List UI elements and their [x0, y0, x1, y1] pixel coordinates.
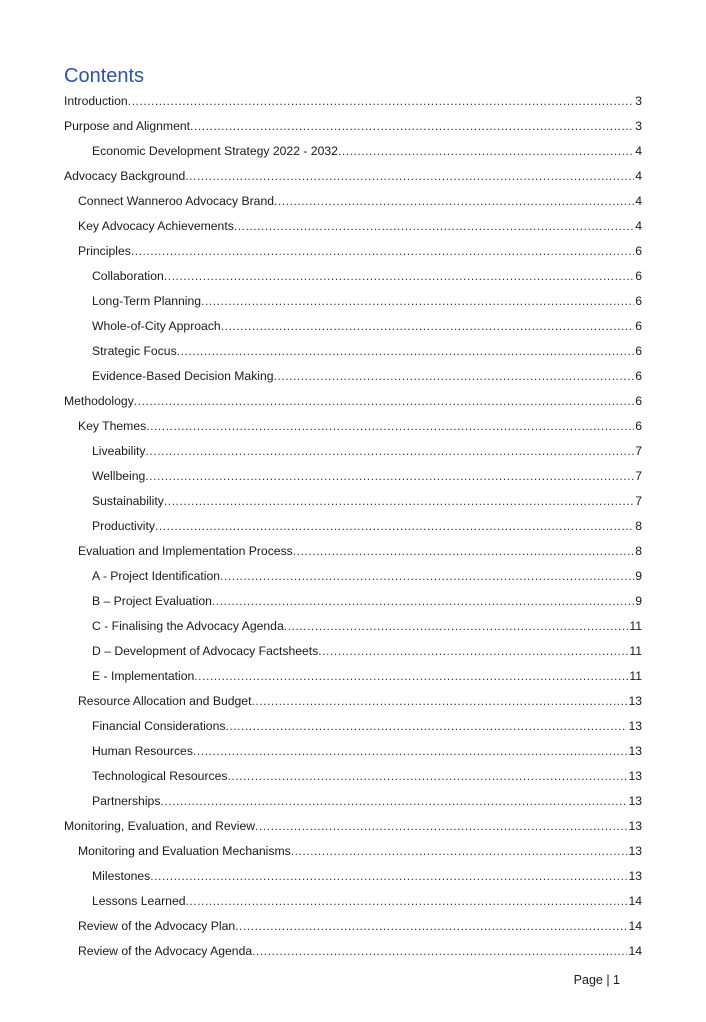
toc-entry-page-number: 13	[628, 744, 642, 758]
toc-entry[interactable]	[92, 137, 642, 162]
toc-dot-leader	[164, 493, 634, 512]
toc-entry-title: Review of the Advocacy Plan	[78, 919, 236, 933]
toc-entry-page-number: 13	[628, 769, 642, 783]
toc-dot-leader	[235, 918, 627, 937]
toc-dot-leader	[131, 243, 634, 262]
toc-dot-leader	[338, 143, 634, 162]
toc-entry-page-number: 3	[635, 119, 642, 133]
toc-entry[interactable]	[78, 537, 642, 562]
toc-entry-page-number: 9	[635, 594, 642, 608]
toc-entry[interactable]	[92, 262, 642, 287]
toc-entry[interactable]	[78, 912, 642, 937]
toc-entry-title: Milestones	[92, 869, 151, 883]
toc-entry-title: Monitoring, Evaluation, and Review	[64, 819, 256, 833]
toc-entry-page-number: 4	[635, 194, 642, 208]
toc-entry-title: Key Advocacy Achievements	[78, 219, 234, 233]
toc-entry-page-number: 13	[628, 869, 642, 883]
toc-entry-title: Lessons Learned	[92, 894, 186, 908]
toc-entry-page-number: 4	[635, 219, 642, 233]
toc-entry[interactable]	[92, 487, 642, 512]
toc-dot-leader	[274, 368, 635, 387]
toc-entry-title: Technological Resources	[92, 769, 228, 783]
toc-entry[interactable]	[64, 162, 642, 187]
toc-entry-title: Introduction	[64, 94, 128, 108]
toc-dot-leader	[274, 193, 634, 212]
toc-entry[interactable]	[92, 462, 642, 487]
toc-entry-page-number: 7	[635, 494, 642, 508]
toc-entry-page-number: 11	[629, 619, 642, 633]
toc-entry-page-number: 4	[635, 144, 642, 158]
toc-entry-title: Strategic Focus	[92, 344, 177, 358]
toc-entry-page-number: 6	[635, 394, 642, 408]
toc-entry[interactable]	[78, 412, 642, 437]
toc-entry-page-number: 13	[628, 844, 642, 858]
toc-dot-leader	[318, 643, 628, 662]
toc-entry[interactable]	[92, 312, 642, 337]
toc-entry-page-number: 13	[628, 794, 642, 808]
toc-entry-page-number: 11	[629, 669, 642, 683]
toc-entry[interactable]	[92, 662, 642, 687]
toc-entry[interactable]	[92, 762, 642, 787]
toc-entry-title: Sustainability	[92, 494, 164, 508]
toc-dot-leader	[221, 318, 635, 337]
toc-entry-page-number: 7	[635, 444, 642, 458]
toc-entry-title: Financial Considerations	[92, 719, 226, 733]
toc-entry[interactable]	[92, 587, 642, 612]
toc-dot-leader	[194, 668, 628, 687]
toc-dot-leader	[190, 118, 634, 137]
toc-entry-page-number: 8	[635, 519, 642, 533]
toc-entry[interactable]	[92, 862, 642, 887]
toc-dot-leader	[291, 843, 628, 862]
toc-entry[interactable]	[92, 287, 642, 312]
toc-entry-title: Collaboration	[92, 269, 164, 283]
toc-entry-title: Long-Term Planning	[92, 294, 202, 308]
toc-entry[interactable]	[64, 387, 642, 412]
toc-dot-leader	[177, 343, 635, 362]
toc-entry-title: Purpose and Alignment	[64, 119, 191, 133]
toc-entry-title: E - Implementation	[92, 669, 195, 683]
toc-entry-title: Liveability	[92, 444, 146, 458]
toc-entry-title: Resource Allocation and Budget	[78, 694, 252, 708]
toc-dot-leader	[228, 768, 628, 787]
toc-entry[interactable]	[64, 112, 642, 137]
toc-entry[interactable]	[78, 687, 642, 712]
toc-dot-leader	[155, 518, 634, 537]
toc-dot-leader	[160, 793, 627, 812]
toc-entry[interactable]	[78, 237, 642, 262]
toc-entry[interactable]	[92, 337, 642, 362]
toc-entry-page-number: 7	[635, 469, 642, 483]
toc-entry-page-number: 14	[628, 894, 642, 908]
toc-entry-page-number: 6	[635, 244, 642, 258]
toc-entry[interactable]	[64, 87, 642, 112]
toc-entry-page-number: 6	[635, 369, 642, 383]
toc-dot-leader	[234, 218, 634, 237]
toc-entry-title: B – Project Evaluation	[92, 594, 212, 608]
toc-dot-leader	[146, 443, 635, 462]
toc-entry-title: Economic Development Strategy 2022 - 2032	[92, 144, 338, 158]
toc-dot-leader	[146, 418, 634, 437]
toc-entry-page-number: 3	[635, 94, 642, 108]
toc-entry[interactable]	[92, 712, 642, 737]
toc-entry-page-number: 6	[635, 319, 642, 333]
toc-dot-leader	[185, 168, 634, 187]
toc-dot-leader	[128, 93, 635, 112]
toc-entry-page-number: 13	[628, 694, 642, 708]
toc-dot-leader	[150, 868, 627, 887]
table-of-contents	[0, 87, 706, 962]
toc-dot-leader	[145, 468, 634, 487]
toc-entry-page-number: 6	[635, 344, 642, 358]
toc-entry[interactable]	[92, 787, 642, 812]
toc-entry-page-number: 14	[628, 944, 642, 958]
toc-entry[interactable]	[92, 562, 642, 587]
toc-entry-title: Productivity	[92, 519, 155, 533]
toc-entry[interactable]	[78, 187, 642, 212]
toc-entry-title: Connect Wanneroo Advocacy Brand	[78, 194, 275, 208]
toc-entry-title: Wellbeing	[92, 469, 146, 483]
toc-entry[interactable]	[92, 437, 642, 462]
toc-entry-page-number: 8	[635, 544, 642, 558]
toc-dot-leader	[220, 568, 634, 587]
toc-entry[interactable]	[78, 937, 642, 962]
toc-entry-page-number: 9	[635, 569, 642, 583]
toc-entry[interactable]	[64, 812, 642, 837]
toc-entry-title: Whole-of-City Approach	[92, 319, 221, 333]
toc-entry[interactable]	[92, 512, 642, 537]
toc-dot-leader	[212, 593, 634, 612]
toc-dot-leader	[293, 543, 634, 562]
toc-entry-page-number: 6	[635, 294, 642, 308]
toc-entry-title: Monitoring and Evaluation Mechanisms	[78, 844, 291, 858]
toc-dot-leader	[225, 718, 627, 737]
toc-entry-title: Evidence-Based Decision Making	[92, 369, 274, 383]
toc-dot-leader	[164, 268, 634, 287]
page-number-footer: Page | 1	[573, 973, 620, 987]
toc-entry-title: C - Finalising the Advocacy Agenda	[92, 619, 284, 633]
toc-dot-leader	[251, 693, 627, 712]
toc-entry-title: Evaluation and Implementation Process	[78, 544, 293, 558]
toc-entry-page-number: 13	[628, 719, 642, 733]
toc-entry-page-number: 6	[635, 269, 642, 283]
toc-entry[interactable]	[92, 737, 642, 762]
toc-dot-leader	[134, 393, 634, 412]
toc-entry-page-number: 6	[635, 419, 642, 433]
toc-entry-title: Partnerships	[92, 794, 161, 808]
contents-heading: Contents	[64, 65, 145, 87]
toc-entry-title: A - Project Identification	[92, 569, 221, 583]
toc-entry[interactable]	[92, 637, 642, 662]
toc-entry[interactable]	[92, 362, 642, 387]
toc-entry-title: D – Development of Advocacy Factsheets	[92, 644, 319, 658]
toc-entry[interactable]	[78, 212, 642, 237]
toc-entry[interactable]	[92, 612, 642, 637]
toc-entry-title: Human Resources	[92, 744, 193, 758]
toc-entry-title: Principles	[78, 244, 131, 258]
toc-dot-leader	[284, 618, 629, 637]
toc-dot-leader	[255, 818, 627, 837]
toc-dot-leader	[252, 943, 627, 962]
toc-dot-leader	[193, 743, 628, 762]
toc-entry-title: Key Themes	[78, 419, 147, 433]
toc-entry-title: Review of the Advocacy Agenda	[78, 944, 253, 958]
toc-entry-page-number: 13	[628, 819, 642, 833]
toc-entry-title: Methodology	[64, 394, 134, 408]
toc-dot-leader	[201, 293, 634, 312]
toc-dot-leader	[186, 893, 628, 912]
toc-entry[interactable]	[78, 837, 642, 862]
toc-entry-page-number: 4	[635, 169, 642, 183]
toc-entry-title: Advocacy Background	[64, 169, 186, 183]
toc-entry-page-number: 11	[629, 644, 642, 658]
toc-entry-page-number: 14	[628, 919, 642, 933]
toc-entry[interactable]	[92, 887, 642, 912]
